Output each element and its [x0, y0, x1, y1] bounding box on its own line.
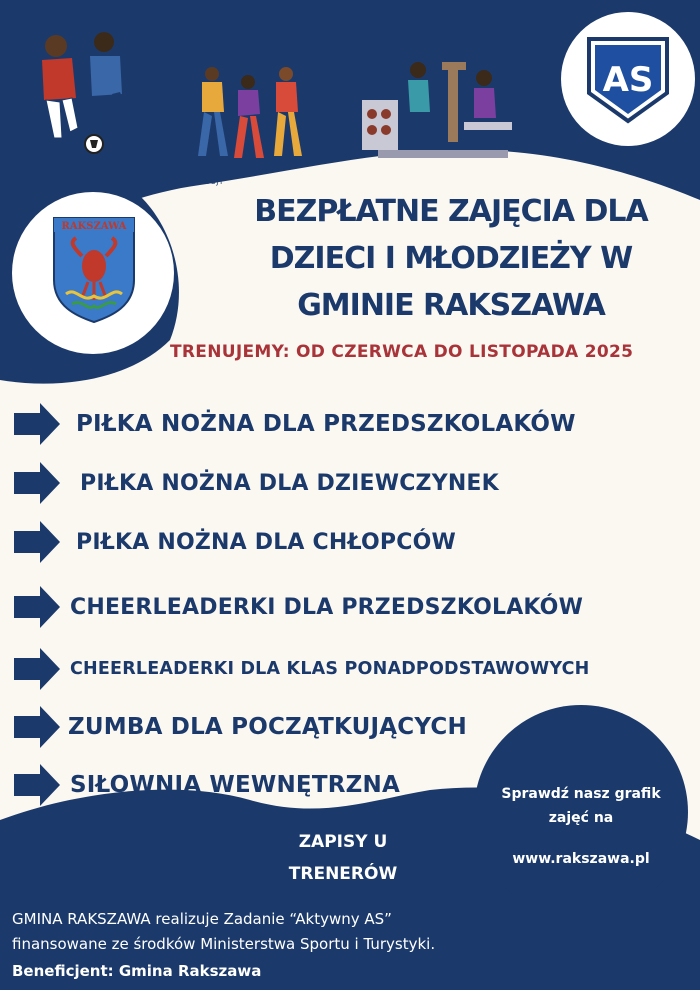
- schedule-line-1: Sprawdź nasz grafik: [501, 786, 661, 802]
- activity-item: [12, 401, 576, 447]
- footer-beneficiary: Beneficjent: Gmina Rakszawa: [12, 962, 262, 980]
- footer-line-1: GMINA RAKSZAWA realizuje Zadanie “Aktywny AS”: [12, 910, 392, 928]
- headline-line-3: GMINIE RAKSZAWA: [297, 288, 605, 323]
- arrow-right-icon: [12, 461, 62, 505]
- activity-label: PIŁKA NOŻNA DLA DZIEWCZYNEK: [80, 470, 499, 496]
- activity-item: [12, 704, 467, 750]
- signup-text: [258, 826, 428, 890]
- footer-line-2: finansowane ze środków Ministerstwa Sportu i Turystyki.: [12, 935, 436, 953]
- activity-label: ZUMBA DLA POCZĄTKUJĄCYCH: [68, 714, 467, 740]
- football-players-icon: [14, 28, 144, 158]
- arrow-right-icon: [12, 647, 62, 691]
- dancers-icon: [188, 60, 310, 160]
- activity-label: CHEERLEADERKI DLA KLAS PONADPODSTAWOWYCH: [70, 659, 590, 679]
- activity-label: PIŁKA NOŻNA DLA PRZEDSZKOLAKÓW: [76, 411, 576, 437]
- as-logo-icon: [585, 35, 671, 125]
- subtitle-dates: TRENUJEMY: OD CZERWCA DO LISTOPADA 2025: [170, 342, 634, 362]
- arrow-right-icon: [12, 705, 62, 749]
- activity-item: [12, 646, 590, 692]
- schedule-url-link[interactable]: www.rakszawa.pl: [512, 851, 650, 867]
- headline: [210, 188, 692, 329]
- activity-label: PIŁKA NOŻNA DLA CHŁOPCÓW: [76, 529, 456, 555]
- activity-label: CHEERLEADERKI DLA PRZEDSZKOLAKÓW: [70, 594, 584, 620]
- activity-item: [12, 460, 499, 506]
- signup-line-1: ZAPISY U: [298, 832, 388, 852]
- headline-line-2: DZIECI I MŁODZIEŻY W: [269, 241, 633, 276]
- activity-item: [12, 584, 583, 630]
- crest-text: RAKSZAWA: [61, 221, 127, 232]
- headline-line-1: BEZPŁATNE ZAJĘCIA DLA: [254, 194, 648, 229]
- arrow-right-icon: [12, 402, 62, 446]
- arrow-right-icon: [12, 585, 62, 629]
- activity-item: [12, 519, 456, 565]
- activity-label: SIŁOWNIA WEWNĘTRZNA: [70, 772, 400, 798]
- wojt-label: WÓJT: [203, 178, 224, 186]
- arrow-right-icon: [12, 763, 62, 807]
- activity-item: [12, 762, 400, 808]
- gym-icon: [358, 56, 518, 160]
- footer-text: [12, 907, 672, 957]
- signup-line-2: TRENERÓW: [288, 864, 398, 884]
- schedule-line-2: zajęć na: [548, 810, 614, 826]
- rakszawa-crest-icon: [52, 216, 136, 324]
- schedule-text: [478, 782, 684, 830]
- as-logo-text: AS: [602, 60, 654, 100]
- arrow-right-icon: [12, 520, 62, 564]
